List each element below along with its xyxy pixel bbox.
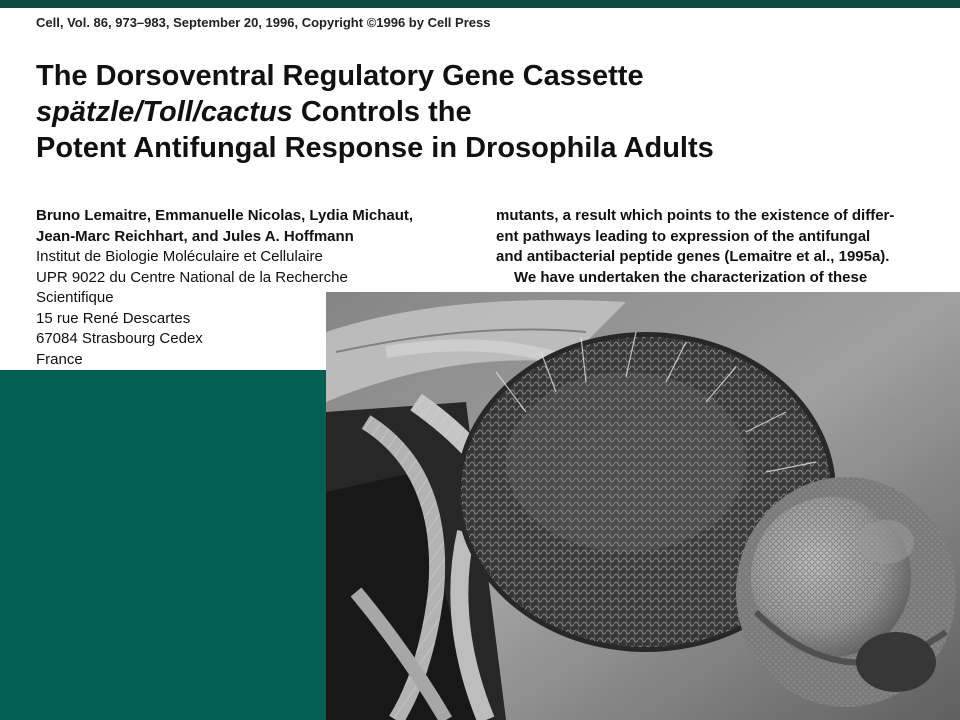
title-line-2-rest: Controls the bbox=[292, 96, 472, 128]
title-line-1: The Dorsoventral Regulatory Gene Cassette bbox=[36, 60, 644, 92]
affiliation-line-5: 67084 Strasbourg Cedex bbox=[36, 330, 203, 347]
author-names-line-2: Jean-Marc Reichhart, and Jules A. Hoffmann bbox=[36, 227, 354, 245]
sem-fly-photo bbox=[326, 292, 960, 720]
title-line-3: Potent Antifungal Response in Drosophila Adults bbox=[36, 132, 714, 164]
title-gene-names: spätzle/Toll/cactus bbox=[36, 96, 293, 128]
body-text-column bbox=[496, 206, 912, 288]
affiliation-line-3: Scientifique bbox=[36, 289, 114, 306]
title-line-2 bbox=[36, 94, 936, 130]
body-line-3: and antibacterial peptide genes (Lemaitre et al., 1995a). bbox=[496, 248, 890, 265]
affiliation-line-6: France bbox=[36, 350, 83, 368]
affiliation-line-2: UPR 9022 du Centre National de la Recherche bbox=[36, 268, 348, 286]
body-line-2: ent pathways leading to expression of the antifungal bbox=[496, 227, 871, 245]
journal-citation: Cell, Vol. 86, 973–983, September 20, 1996, Copyright ©1996 by Cell Press bbox=[36, 15, 491, 30]
paper-title bbox=[36, 58, 936, 166]
affiliation-line-1: Institut de Biologie Moléculaire et Cellulaire bbox=[36, 248, 323, 265]
body-line-1: mutants, a result which points to the existence of differ- bbox=[496, 207, 895, 224]
top-accent-bar bbox=[0, 0, 960, 8]
fungus-covered-fly-image bbox=[326, 292, 960, 720]
affiliation-line-4: 15 rue René Descartes bbox=[36, 309, 191, 327]
author-names-line-1: Bruno Lemaitre, Emmanuelle Nicolas, Lydia Michaut, bbox=[36, 207, 414, 224]
green-accent-panel bbox=[0, 370, 326, 720]
body-line-4: We have undertaken the characterization of these bbox=[514, 268, 868, 286]
